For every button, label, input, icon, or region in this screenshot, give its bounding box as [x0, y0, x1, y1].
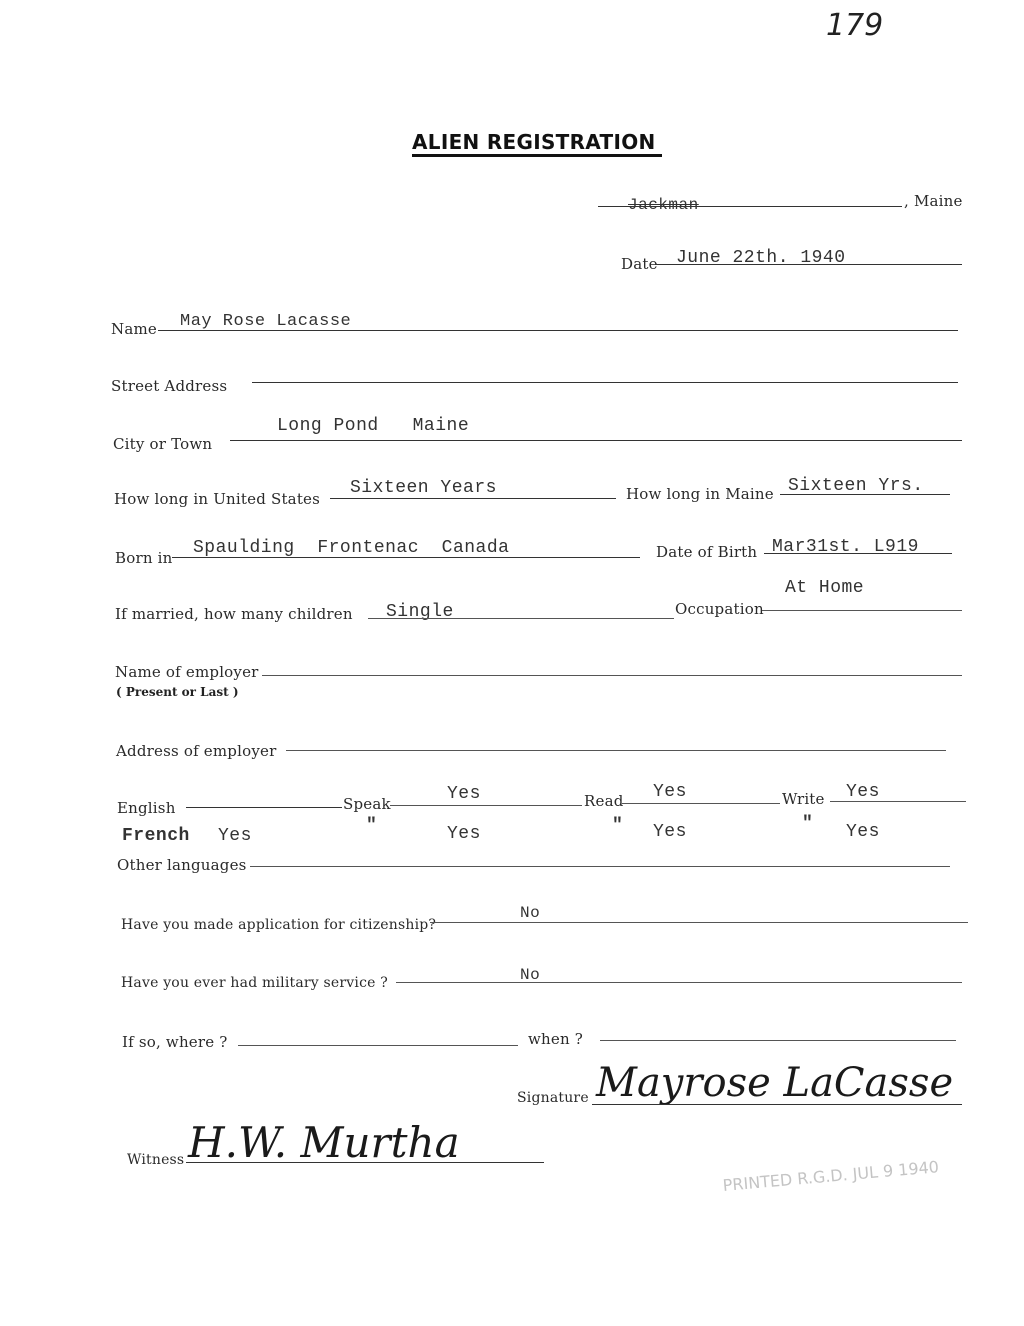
dob-line	[764, 553, 952, 554]
occupation-line	[762, 610, 962, 611]
employer-label: Name of employer	[115, 663, 259, 681]
where-line	[238, 1045, 518, 1046]
signature-line	[592, 1104, 962, 1105]
place-line	[598, 206, 902, 207]
state-label: Maine	[913, 192, 963, 210]
read-label: Read	[584, 792, 624, 810]
english-line	[186, 807, 342, 808]
when-line	[600, 1040, 956, 1041]
children-value: Single	[386, 602, 454, 622]
occupation-label: Occupation	[675, 600, 764, 618]
how-long-us-value: Sixteen Years	[350, 478, 497, 498]
english-write-value: Yes	[846, 782, 880, 802]
french-speak-ditto: "	[366, 816, 378, 836]
english-speak-value: Yes	[447, 784, 481, 804]
french-read-value: Yes	[653, 822, 687, 842]
write-line	[830, 801, 966, 802]
dob-label: Date of Birth	[656, 543, 758, 561]
name-line	[158, 330, 958, 331]
date-value: June 22th. 1940	[676, 248, 846, 268]
witness-label: Witness	[127, 1152, 185, 1168]
how-long-us-line	[330, 498, 616, 499]
date-line	[656, 264, 962, 265]
military-value: No	[520, 966, 541, 984]
military-label: Have you ever had military service ?	[121, 975, 388, 991]
name-label: Name	[111, 320, 157, 338]
city-line	[230, 440, 962, 441]
military-line	[396, 982, 962, 983]
city-label: City or Town	[113, 435, 213, 453]
how-long-maine-value: Sixteen Yrs.	[788, 476, 924, 496]
alien-registration-form: 179 ALIEN REGISTRATION Jackman , Maine Date June 22th. 1940 Name May Rose Lacasse Street Address City or Town Long Pond Maine How long in United States Sixteen Years How long in Maine Sixteen Yrs. Born in Spaulding Frontenac Canada Date of Birth Mar31st. L919 If married, how many children Single Occupation At Home Name of employer ( Present or Last ) Address of employer English Speak Yes Read Yes Write Yes French Yes " Yes " Yes " Yes Other languages Have you made application for citizenship? No Have you ever had military service ? No If so, where ? when ? Signature Mayrose LaCasse Witness H.W. Murtha PRINTED R.G.D. JUL 9 1940	[0, 0, 1024, 1326]
children-line	[368, 618, 674, 619]
witness-line	[186, 1162, 544, 1163]
how-long-maine-label: How long in Maine	[626, 485, 774, 503]
other-languages-line	[250, 866, 950, 867]
city-value: Long Pond Maine	[277, 416, 470, 436]
english-label: English	[117, 799, 176, 817]
page-number: 179	[826, 8, 884, 43]
when-label: when ?	[528, 1030, 584, 1048]
name-value: May Rose Lacasse	[180, 312, 352, 331]
employer-address-line	[286, 750, 946, 751]
other-languages-label: Other languages	[117, 856, 247, 874]
title-underline	[412, 154, 662, 157]
employer-address-label: Address of employer	[116, 742, 277, 760]
citizenship-label: Have you made application for citizenship?	[121, 917, 437, 933]
dob-value: Mar31st. L919	[772, 537, 919, 557]
french-write-ditto: "	[802, 814, 814, 834]
street-label: Street Address	[111, 377, 228, 395]
born-in-label: Born in	[115, 549, 173, 567]
french-value: Yes	[218, 826, 252, 846]
french-read-ditto: "	[612, 816, 624, 836]
where-label: If so, where ?	[122, 1033, 228, 1051]
french-speak-value: Yes	[447, 824, 481, 844]
how-long-maine-line	[780, 494, 950, 495]
form-title: ALIEN REGISTRATION	[412, 130, 656, 154]
read-line	[622, 803, 780, 804]
date-label: Date	[621, 255, 658, 273]
born-in-value: Spaulding Frontenac Canada	[193, 538, 510, 558]
french-name: French	[122, 826, 190, 846]
occupation-value: At Home	[785, 578, 865, 598]
witness-value: H.W. Murtha	[188, 1118, 460, 1167]
street-line	[252, 382, 958, 383]
citizenship-value: No	[520, 904, 541, 922]
born-in-line	[172, 557, 640, 558]
employer-sublabel: ( Present or Last )	[116, 685, 239, 699]
received-stamp: PRINTED R.G.D. JUL 9 1940	[722, 1157, 940, 1195]
speak-line	[390, 805, 582, 806]
signature-label: Signature	[517, 1090, 589, 1106]
english-read-value: Yes	[653, 782, 687, 802]
how-long-us-label: How long in United States	[114, 490, 321, 508]
french-write-value: Yes	[846, 822, 880, 842]
employer-line	[262, 675, 962, 676]
speak-label: Speak	[343, 795, 391, 813]
citizenship-line	[430, 922, 968, 923]
place-value: Jackman	[628, 196, 699, 214]
signature-value: Mayrose LaCasse	[596, 1060, 954, 1106]
children-label: If married, how many children	[115, 605, 353, 623]
write-label: Write	[782, 790, 825, 808]
